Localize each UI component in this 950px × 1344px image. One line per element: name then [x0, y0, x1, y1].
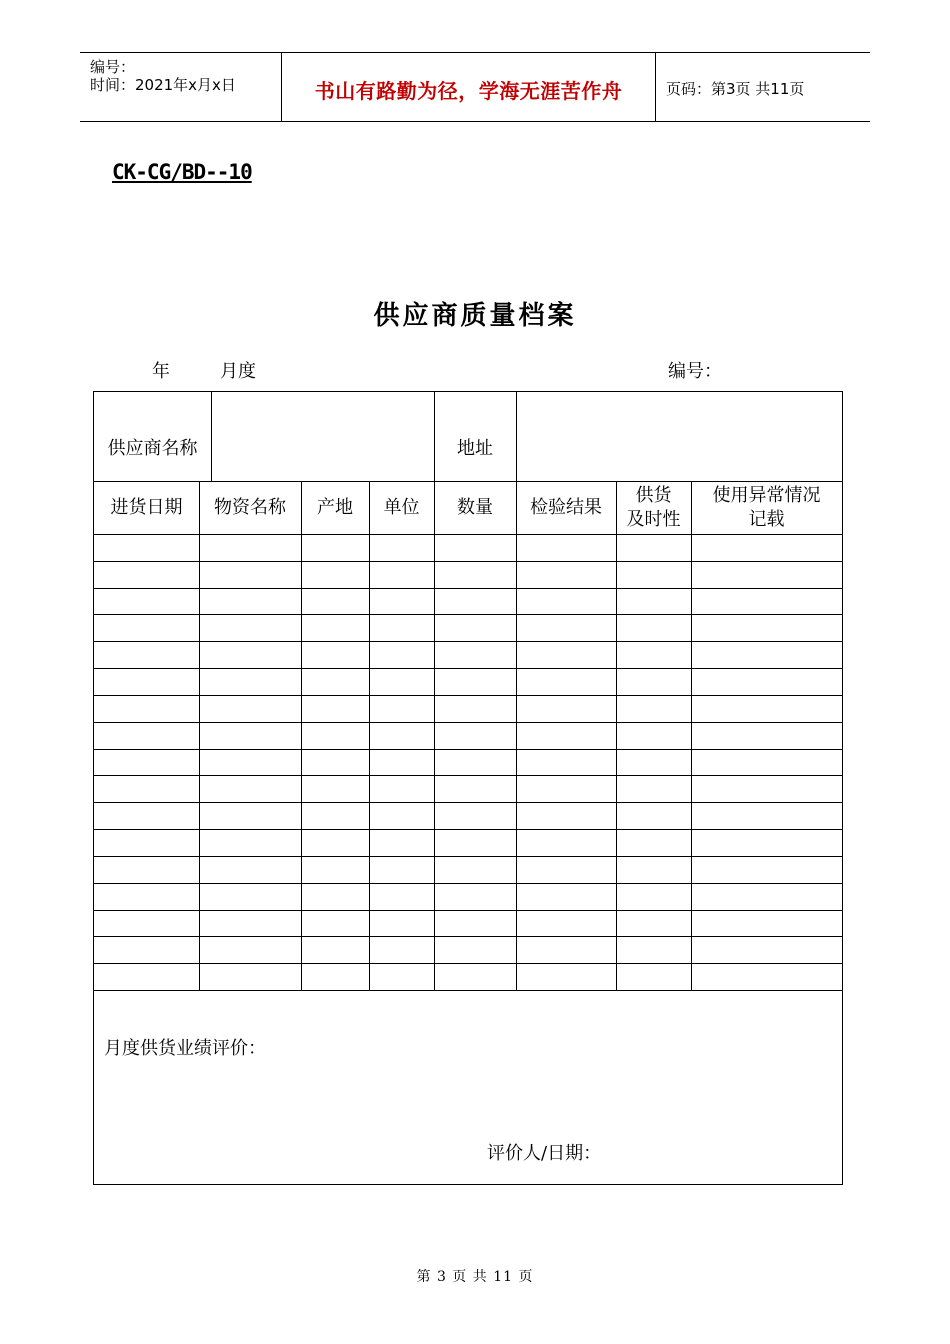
supplier-name-label: 供应商名称 — [107, 438, 198, 459]
table-row-line — [94, 561, 842, 562]
header-meta-cell — [80, 53, 282, 121]
table-divider — [199, 481, 200, 990]
column-header — [199, 496, 301, 520]
table-divider — [301, 481, 302, 990]
table-row-line — [94, 722, 842, 723]
table-divider — [516, 481, 517, 990]
table-row-line — [94, 614, 842, 615]
evaluation-label: 月度供货业绩评价： — [104, 1038, 266, 1059]
table-divider — [516, 392, 517, 481]
year-label: 年 — [152, 361, 170, 382]
column-header — [369, 496, 434, 520]
column-header-line: 数量 — [457, 496, 493, 518]
address-label: 地址 — [457, 438, 493, 459]
table-row-line — [94, 963, 842, 964]
table-divider — [616, 481, 617, 990]
header-motto: 书山有路勤为径，学海无涯苦作舟 — [314, 79, 623, 103]
column-header-line: 供货 — [635, 484, 672, 506]
table-row-line — [94, 856, 842, 857]
table-row-line — [94, 829, 842, 830]
header-page-cell — [656, 53, 870, 121]
column-header-line: 检验结果 — [530, 496, 602, 518]
column-header — [516, 496, 616, 520]
column-header-line: 及时性 — [626, 508, 681, 530]
table-row-line — [94, 534, 842, 535]
month-label: 月度 — [220, 361, 256, 382]
column-header — [94, 496, 199, 520]
table-row-line — [94, 802, 842, 803]
form-number-label: 编号： — [668, 361, 722, 382]
supplier-quality-table — [93, 391, 843, 1185]
table-divider — [94, 481, 842, 482]
document-code: CK-CG/BD--10 — [112, 160, 252, 184]
table-divider — [369, 481, 370, 990]
table-row-line — [94, 910, 842, 911]
table-row-line — [94, 668, 842, 669]
column-header — [301, 496, 369, 520]
header-motto-cell — [282, 53, 656, 121]
table-row-line — [94, 749, 842, 750]
table-divider — [691, 481, 692, 990]
table-divider — [94, 990, 842, 991]
column-header — [616, 484, 691, 532]
column-header-line: 单位 — [383, 496, 420, 518]
column-header-line: 进货日期 — [110, 496, 183, 518]
table-row-line — [94, 588, 842, 589]
column-header — [691, 484, 842, 532]
table-row-line — [94, 695, 842, 696]
evaluator-date-label: 评价人/日期： — [487, 1143, 602, 1164]
column-header-line: 记载 — [748, 508, 785, 530]
table-row-line — [94, 775, 842, 776]
table-row-line — [94, 936, 842, 937]
table-divider — [434, 481, 435, 990]
page-footer: 第 3 页 共 11 页 — [416, 1269, 534, 1285]
table-row-line — [94, 883, 842, 884]
column-header-line: 产地 — [317, 496, 353, 518]
header-time-label: 时间：2021年x月x日 — [90, 76, 236, 94]
header-number-label: 编号： — [90, 58, 136, 76]
column-header-line: 物资名称 — [214, 496, 286, 518]
page-title: 供应商质量档案 — [373, 301, 577, 331]
table-divider — [211, 392, 212, 481]
page-header — [80, 52, 870, 122]
header-page-info: 页码：第3页 共11页 — [666, 80, 805, 98]
column-header — [434, 496, 516, 520]
column-header-line: 使用异常情况 — [712, 484, 821, 506]
table-row-line — [94, 641, 842, 642]
